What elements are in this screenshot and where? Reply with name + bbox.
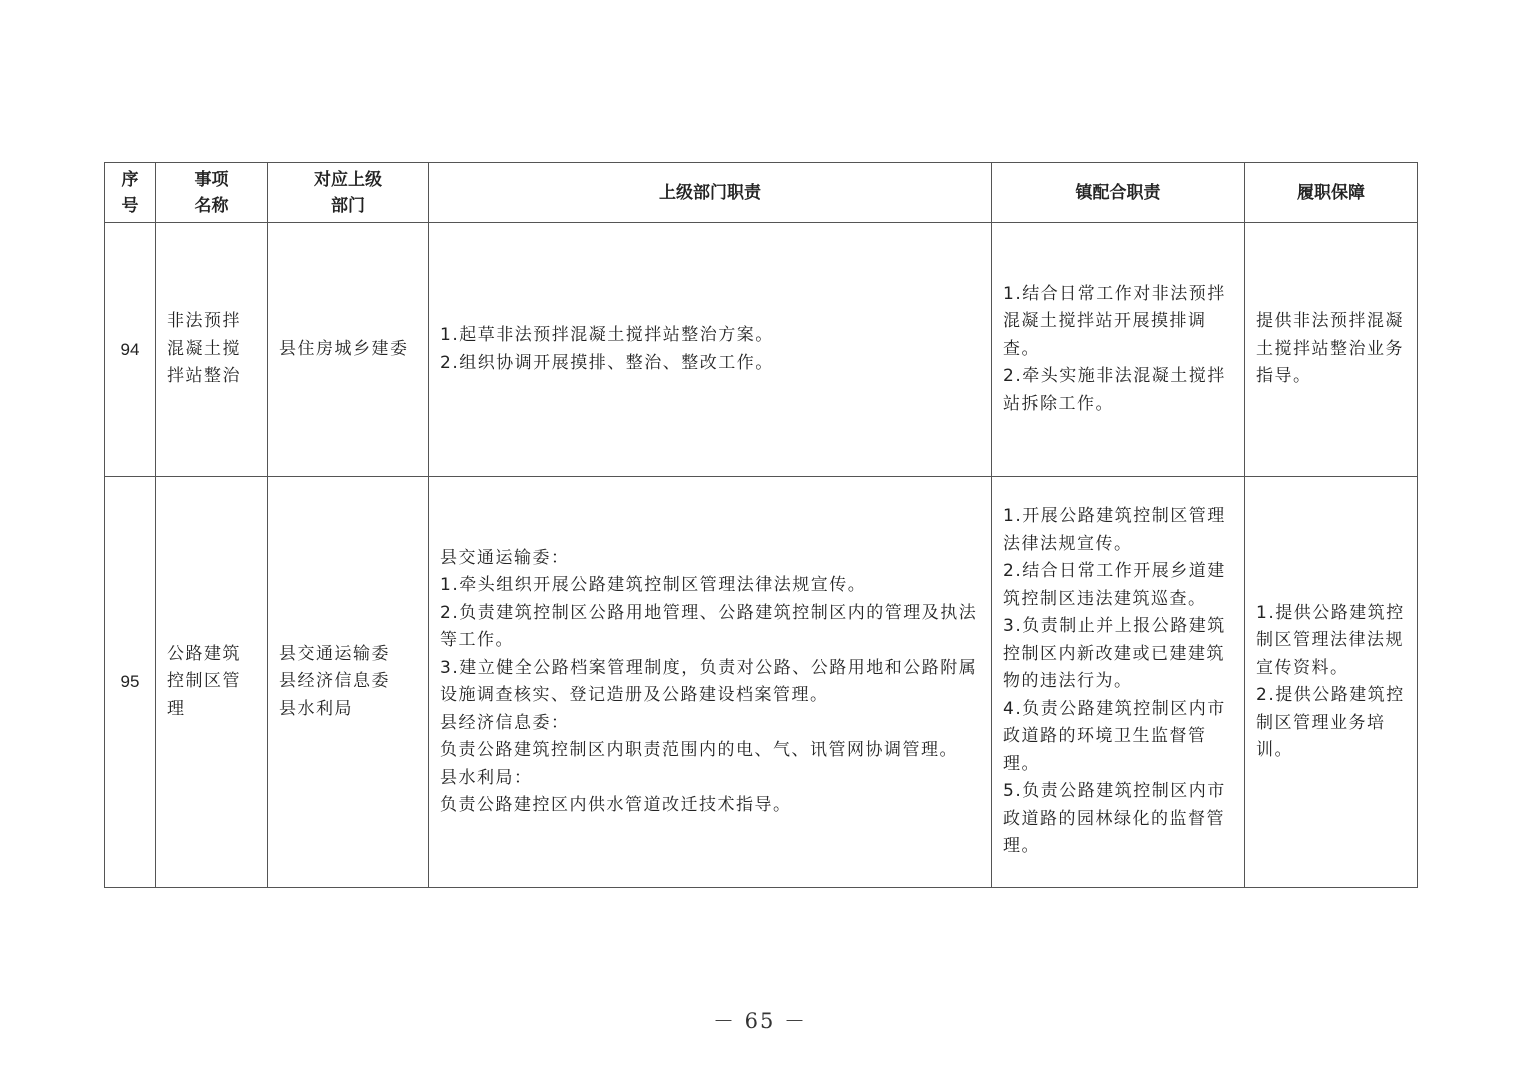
guarantee-cell: 1.提供公路建筑控 制区管理法律法规 宣传资料。 2.提供公路建筑控 制区管理业务培 训。: [1245, 477, 1418, 888]
table-header-row: [105, 163, 1418, 223]
table-row: [105, 477, 1418, 888]
guarantee-cell: 提供非法预拌混凝 土搅拌站整治业务 指导。: [1245, 223, 1418, 477]
upper-duty-cell: 1.起草非法预拌混凝土搅拌站整治方案。 2.组织协调开展摸排、整治、整改工作。: [429, 223, 992, 477]
town-duty-cell: 1.开展公路建筑控制区管理 法律法规宣传。 2.结合日常工作开展乡道建 筑控制区违法建筑巡查。 3.负责制止并上报公路建筑 控制区内新改建或已建建筑 物的违法行为。 4.负责公路建筑控制区内市 政道路的环境卫生监督管 理。 5.负责公路建筑控制区内市 政道路的园林绿化的监督管 理。: [992, 477, 1245, 888]
header-no: 序 号: [105, 163, 156, 223]
item-name-cell: 非法预拌 混凝土搅 拌站整治: [156, 223, 268, 477]
duty-table: [104, 162, 1418, 888]
header-item-name: 事项 名称: [156, 163, 268, 223]
row-number: 94: [105, 223, 156, 477]
header-upper-duty: 上级部门职责: [429, 163, 992, 223]
header-guarantee: 履职保障: [1245, 163, 1418, 223]
row-number: 95: [105, 477, 156, 888]
upper-dept-cell: 县住房城乡建委: [268, 223, 429, 477]
upper-duty-cell: 县交通运输委： 1.牵头组织开展公路建筑控制区管理法律法规宣传。 2.负责建筑控制区公路用地管理、公路建筑控制区内的管理及执法 等工作。 3.建立健全公路档案管理制度，负责对公路、公路用地和公路附属 设施调查核实、登记造册及公路建设档案管理。 县经济信息委： 负责公路建筑控制区内职责范围内的电、气、讯管网协调管理。 县水利局： 负责公路建控区内供水管道改迁技术指导。: [429, 477, 992, 888]
upper-dept-cell: 县交通运输委 县经济信息委 县水利局: [268, 477, 429, 888]
header-town-duty: 镇配合职责: [992, 163, 1245, 223]
header-upper-dept: 对应上级 部门: [268, 163, 429, 223]
item-name-cell: 公路建筑 控制区管 理: [156, 477, 268, 888]
table-row: [105, 223, 1418, 477]
town-duty-cell: 1.结合日常工作对非法预拌 混凝土搅拌站开展摸排调 查。 2.牵头实施非法混凝土搅拌 站拆除工作。: [992, 223, 1245, 477]
page-number: － 65 －: [712, 1009, 808, 1033]
